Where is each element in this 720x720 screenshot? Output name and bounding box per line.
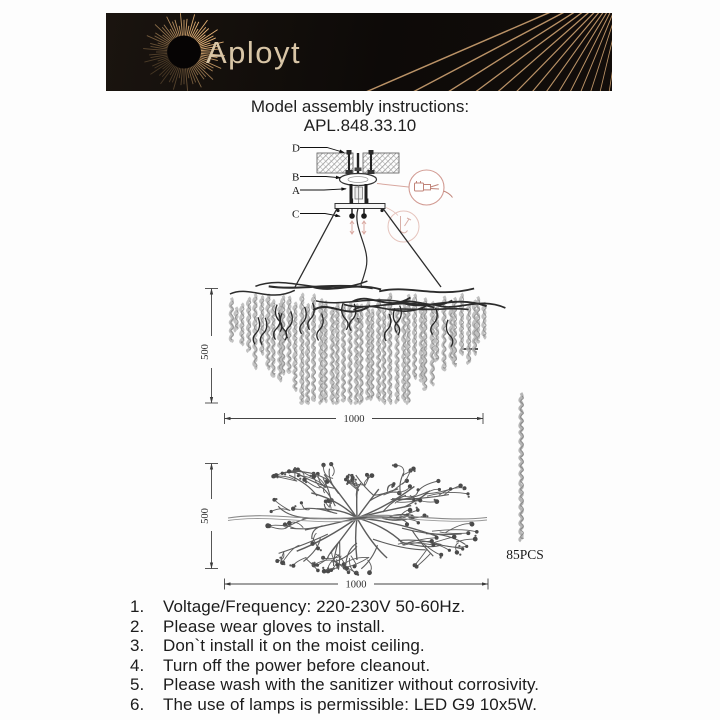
item-text: Turn off the power before cleanout.	[163, 655, 431, 675]
instructions-list	[130, 597, 690, 715]
page-title: Model assembly instructions:	[250, 97, 470, 116]
power-cord	[357, 209, 367, 289]
model-number: APL.848.33.10	[303, 116, 417, 135]
item-text: The use of lamps is permissible: LED G9 10x5W.	[163, 694, 538, 714]
brand-logo-text: Aployt	[206, 35, 302, 70]
part-label-c: C	[292, 208, 300, 221]
item-number: 3.	[130, 636, 145, 656]
instruction-item	[130, 695, 690, 715]
item-number: 2.	[130, 616, 145, 636]
item-text: Please wear gloves to install.	[163, 616, 386, 636]
anchor-right	[369, 150, 374, 155]
strand-count-label: 85PCS	[506, 547, 544, 562]
anchor-left	[347, 150, 352, 155]
instruction-item	[130, 636, 690, 656]
detail-circle-hook	[386, 208, 419, 243]
part-label-d: D	[292, 142, 300, 155]
top-view-width-dim: 1000	[345, 579, 367, 591]
canopy-plate	[340, 174, 377, 186]
item-text: Voltage/Frequency: 220-230V 50-60Hz.	[163, 597, 466, 616]
item-number: 6.	[130, 694, 145, 714]
item-text: Don`t install it on the moist ceiling.	[163, 636, 425, 656]
side-view-height-dim: 500	[200, 344, 211, 360]
mounting-bracket	[335, 204, 385, 209]
instruction-item	[130, 656, 690, 676]
chandelier-crystal-strands	[230, 293, 486, 404]
instruction-item	[130, 675, 690, 695]
item-text: Please wash with the sanitizer without corrosivity.	[163, 675, 540, 695]
top-view-height-dim: 500	[200, 508, 211, 524]
side-view-width-dim: 1000	[343, 414, 365, 425]
part-label-b: B	[292, 171, 300, 184]
instruction-item	[130, 597, 690, 617]
spare-crystal-strand	[520, 393, 524, 541]
item-number: 1.	[130, 597, 145, 616]
instruction-item	[130, 617, 690, 637]
item-number: 5.	[130, 675, 145, 695]
part-label-a: A	[292, 185, 300, 197]
detail-circle-connector	[377, 170, 453, 205]
item-number: 4.	[130, 655, 145, 675]
hook-sketch	[401, 216, 412, 233]
